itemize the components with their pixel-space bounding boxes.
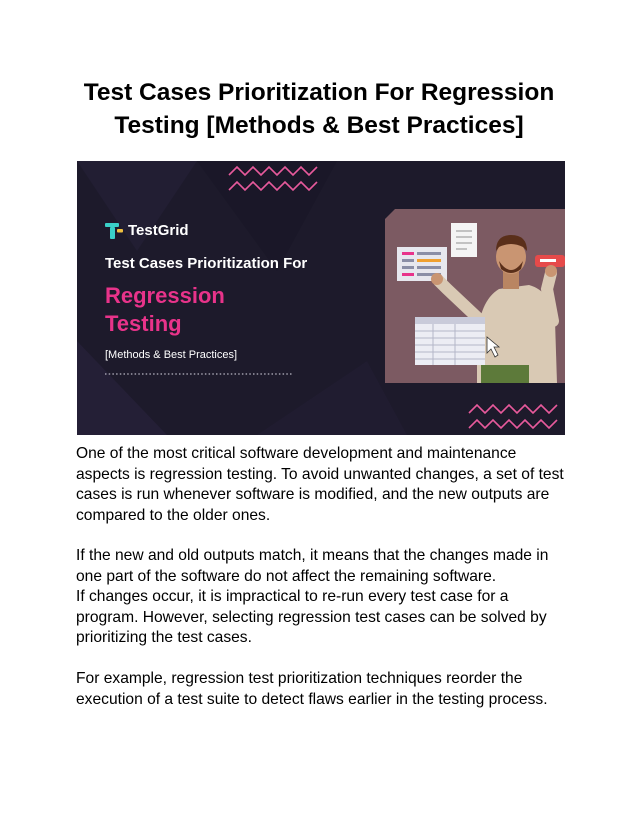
bg-facet [257, 361, 407, 435]
banner-subtitle: [Methods & Best Practices] [105, 349, 238, 361]
paragraph-example: For example, regression test prioritization techniques reorder the execution of a test suite to detect flaws earlier in the testing process. [76, 670, 548, 708]
banner-heading: Test Cases Prioritization For [105, 255, 308, 272]
paragraph-intro: One of the most critical software development and maintenance aspects is regression testing. To avoid unwanted changes, a set of test cases is run whenever software is modified, and the new outputs are compared to the older ones. [76, 445, 564, 524]
brand-name: TestGrid [128, 222, 189, 239]
paragraph-outputs-line-2: If changes occur, it is impractical to re-run every test case for a program. However, selecting regression test cases can be solved by prioritizing the test cases. [76, 588, 547, 646]
banner-illustration [77, 161, 565, 435]
page-title [40, 76, 598, 142]
title-line-1: Test Cases Prioritization For Regression [83, 79, 555, 106]
hero-banner-image [77, 161, 565, 435]
title-line-2: Testing [Methods & Best Practices] [114, 112, 524, 139]
paragraph-outputs [76, 546, 566, 649]
banner-highlight-line-1: Regression [105, 283, 225, 308]
document-icon [451, 223, 477, 257]
banner-highlight-line-2: Testing [105, 311, 182, 336]
paragraph-outputs-line-1: If the new and old outputs match, it means that the changes made in one part of the software do not affect the remaining software. [76, 547, 549, 585]
zigzag-decoration-bottom [469, 405, 557, 428]
